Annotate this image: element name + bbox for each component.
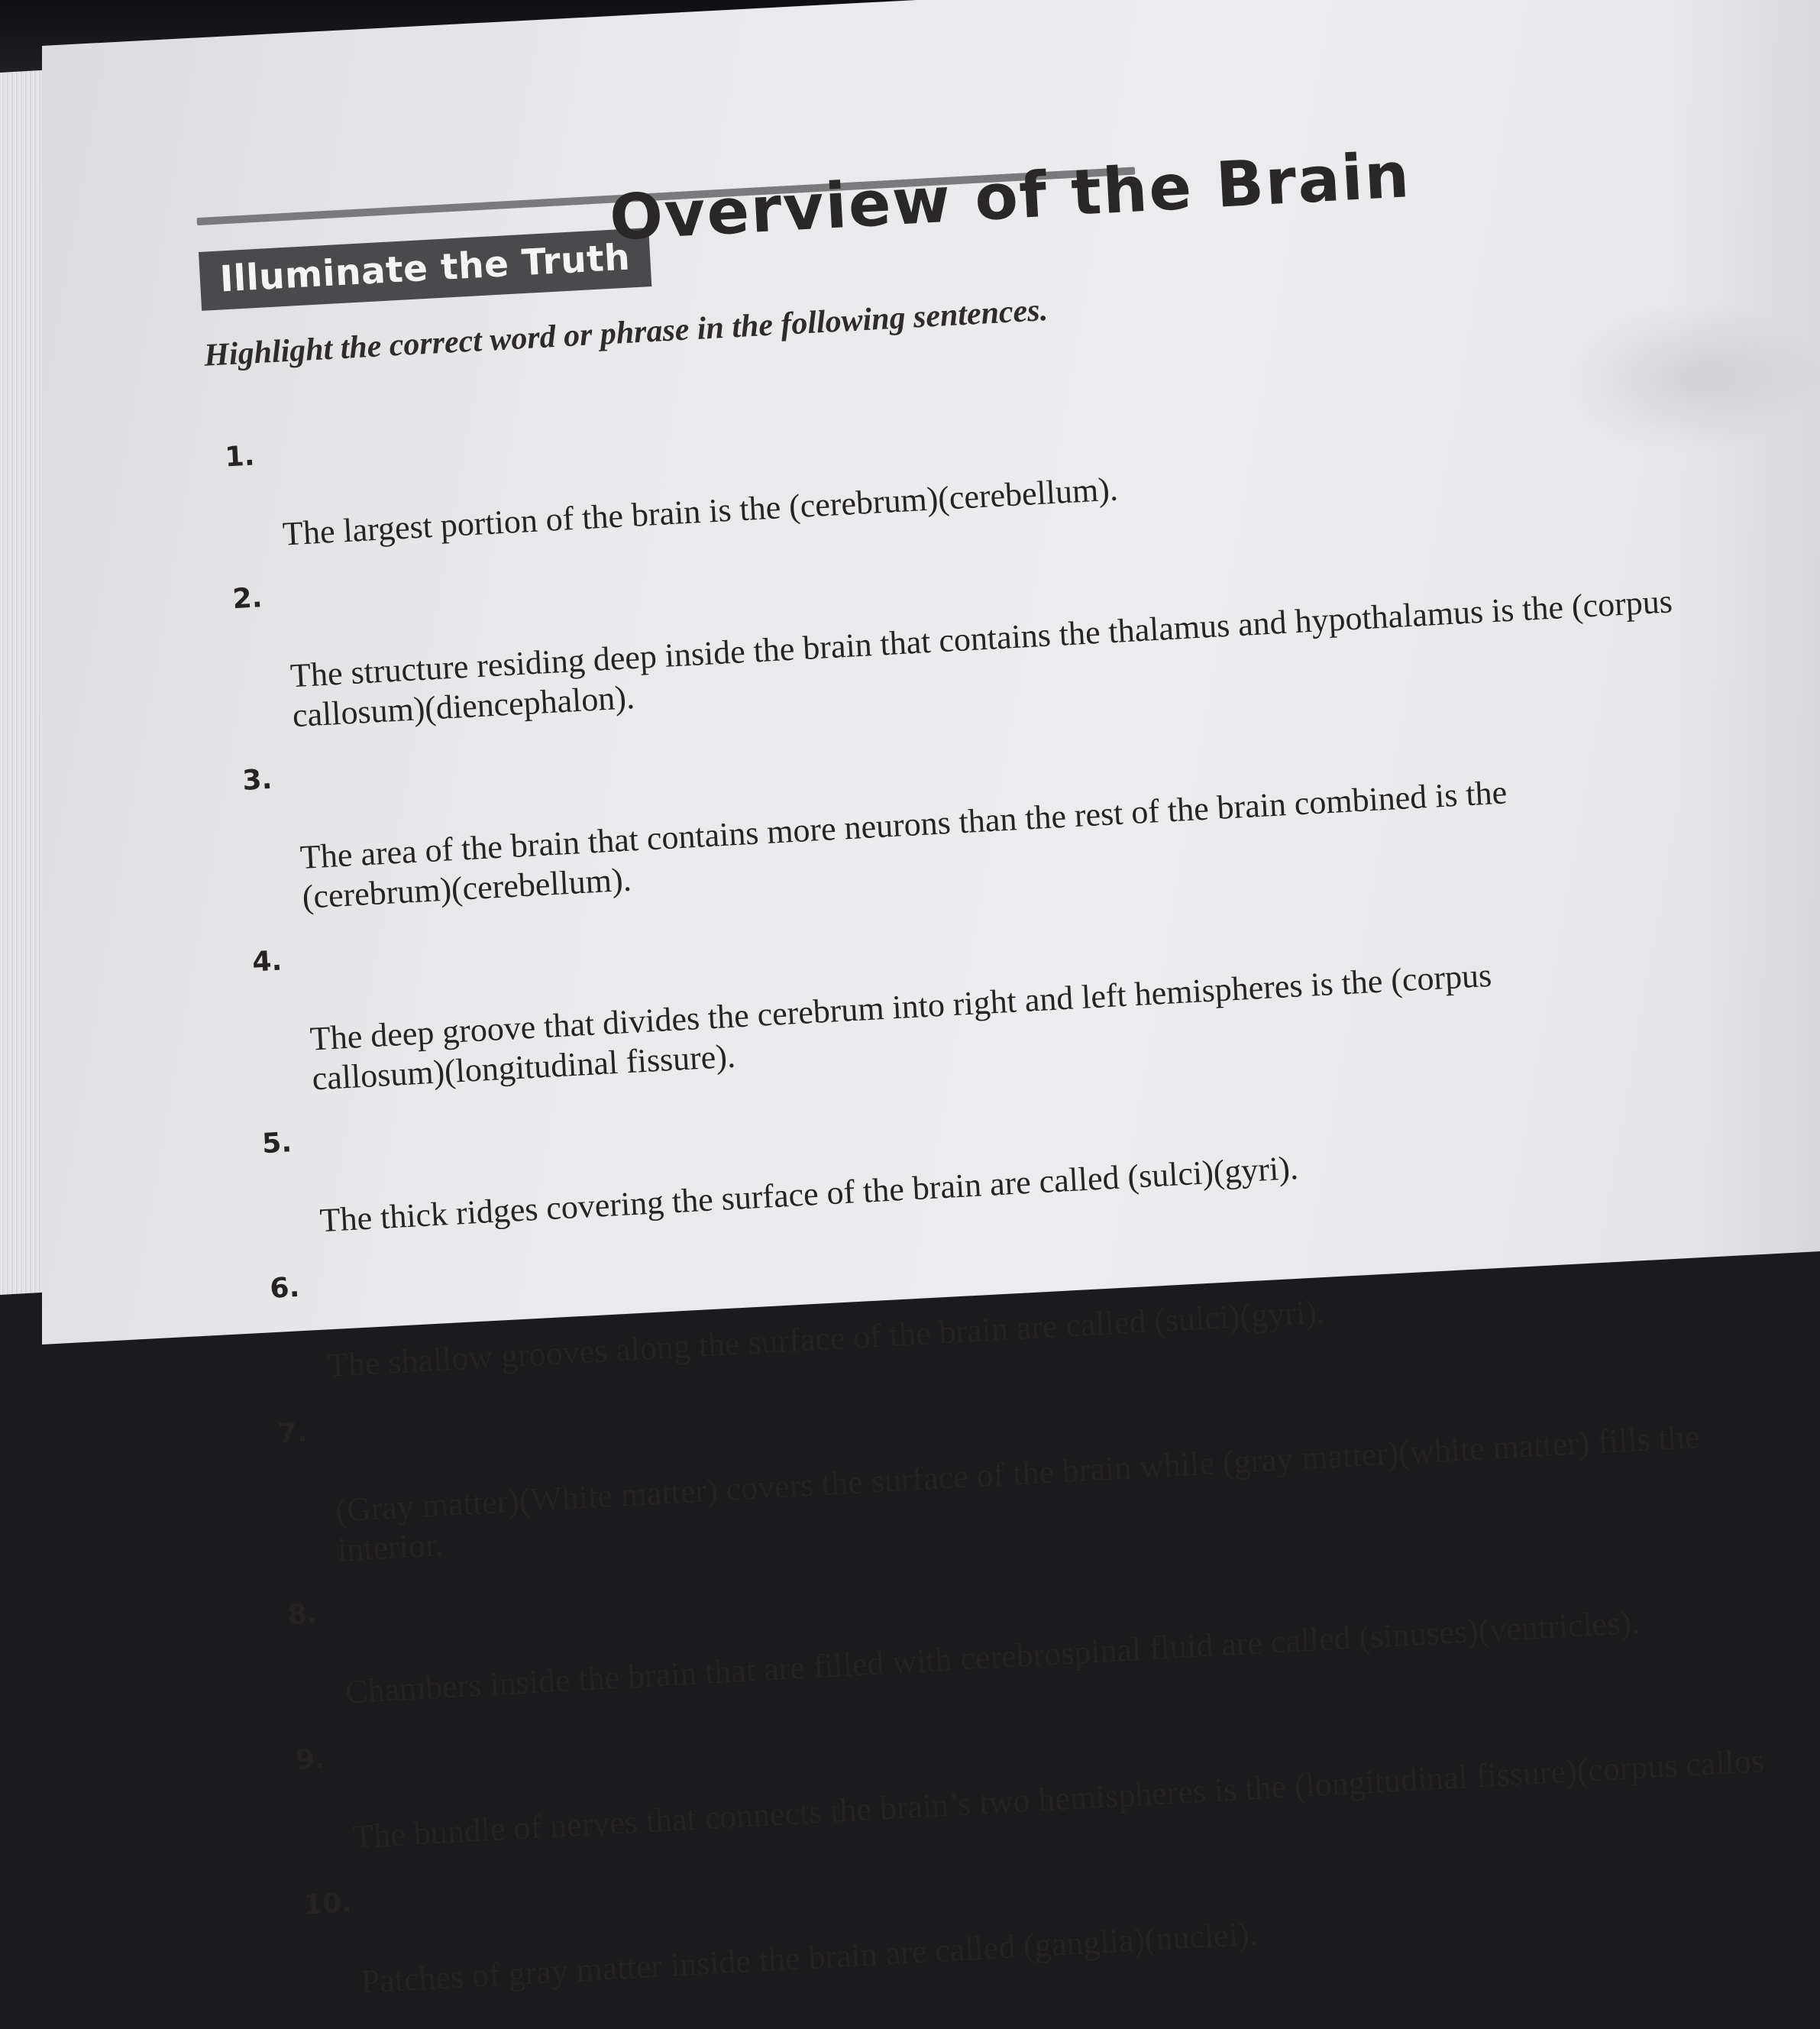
- question-number: 10.: [302, 1887, 354, 1921]
- instructions: Highlight the correct word or phrase in the following sentences.: [203, 293, 1049, 374]
- question-text: The deep groove that divides the cerebrum into right and left hemispheres is the (corpus callosum)(longitudinal fissure).: [309, 956, 1493, 1098]
- question-text: Patches of gray matter inside the brain are called (ganglia)(nuclei).: [360, 1914, 1259, 2001]
- question-number: 7.: [276, 1416, 309, 1450]
- question-text: The thick ridges covering the surface of the brain are called (sulci)(gyri).: [318, 1148, 1300, 1240]
- question-text: The shallow grooves along the surface of the brain are called (sulci)(gyri).: [326, 1293, 1326, 1384]
- bleed-through-shadow: [1563, 295, 1820, 461]
- question-number: 5.: [261, 1127, 293, 1160]
- question-number: 9.: [294, 1743, 326, 1776]
- question-text: The structure residing deep inside the brain that contains the thalamus and hypothalamus is the (corpus callosum)(diencephalon).: [289, 582, 1673, 735]
- question-text: Chambers inside the brain that are filled with cerebrospinal fluid are called (sinuses)(ventricles).: [344, 1603, 1641, 1711]
- page-title: Overview of the Brain: [607, 139, 1413, 255]
- question-list: [224, 349, 1820, 2027]
- section-tag: Illuminate the Truth: [199, 228, 651, 311]
- question-number: 8.: [286, 1598, 318, 1632]
- question-number: 3.: [241, 763, 273, 797]
- question-number: 6.: [269, 1271, 301, 1305]
- question-number: 2.: [231, 582, 263, 616]
- question-text: The bundle of nerves that connects the brain’s two hemispheres is the (longitudinal fissure)(corpus callos: [352, 1742, 1766, 1856]
- question-text: The area of the brain that contains more neurons than the rest of the brain combined is the (cerebrum)(cerebellum).: [299, 773, 1508, 916]
- question-number: 4.: [251, 945, 283, 979]
- question-text: The largest portion of the brain is the (cerebrum)(cerebellum).: [281, 470, 1119, 553]
- question-number: 1.: [224, 440, 256, 474]
- question-text: (Gray matter)(White matter) covers the surface of the brain while (gray matter)(white matter) fills the interior.: [335, 1418, 1701, 1569]
